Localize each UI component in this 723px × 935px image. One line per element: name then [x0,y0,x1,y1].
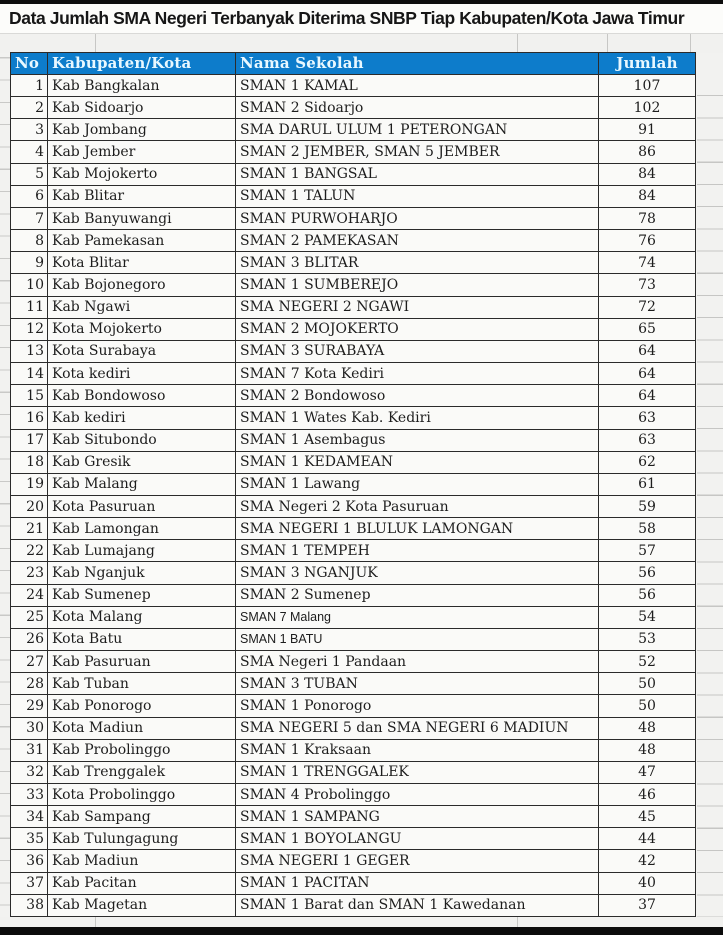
cell-jumlah: 62 [599,451,696,473]
table-row [11,97,696,119]
table-row [11,407,696,429]
cell-kabupaten: Kab Pamekasan [48,230,236,252]
cell-jumlah: 56 [599,562,696,584]
cell-no: 22 [11,540,48,562]
table-row [11,651,696,673]
cell-jumlah: 72 [599,296,696,318]
cell-jumlah: 42 [599,850,696,872]
cell-no: 17 [11,429,48,451]
cell-no: 28 [11,673,48,695]
cell-no: 16 [11,407,48,429]
cell-kabupaten: Kab Gresik [48,451,236,473]
table-row [11,606,696,628]
cell-no: 7 [11,207,48,229]
cell-sekolah: SMAN 1 SUMBEREJO [236,274,599,296]
cell-no: 8 [11,230,48,252]
table-row [11,274,696,296]
cell-jumlah: 64 [599,340,696,362]
cell-no: 6 [11,185,48,207]
table-row [11,451,696,473]
column-header-jumlah: Jumlah [599,53,696,75]
table-row [11,872,696,894]
cell-jumlah: 48 [599,717,696,739]
cell-jumlah: 57 [599,540,696,562]
cell-sekolah: SMAN 2 PAMEKASAN [236,230,599,252]
cell-no: 11 [11,296,48,318]
table-row [11,673,696,695]
data-table [10,52,696,917]
cell-sekolah: SMAN 3 SURABAYA [236,340,599,362]
cell-no: 4 [11,141,48,163]
table-header-row [11,53,696,75]
table-row [11,75,696,97]
gridline-vertical [517,917,518,927]
table-row [11,363,696,385]
cell-no: 15 [11,385,48,407]
gridline-vertical [95,917,96,927]
cell-no: 20 [11,495,48,517]
cell-jumlah: 61 [599,473,696,495]
table-row [11,141,696,163]
cell-kabupaten: Kab Magetan [48,894,236,916]
bottom-black-bar [0,927,723,935]
cell-jumlah: 47 [599,761,696,783]
cell-jumlah: 50 [599,673,696,695]
cell-kabupaten: Kab Bojonegoro [48,274,236,296]
cell-no: 13 [11,340,48,362]
table-row [11,385,696,407]
cell-kabupaten: Kab Ponorogo [48,695,236,717]
cell-kabupaten: Kab Sidoarjo [48,97,236,119]
cell-no: 24 [11,584,48,606]
cell-sekolah: SMAN 1 BOYOLANGU [236,828,599,850]
cell-kabupaten: Kab Pacitan [48,872,236,894]
cell-jumlah: 48 [599,739,696,761]
cell-jumlah: 74 [599,252,696,274]
table-row [11,163,696,185]
cell-no: 33 [11,784,48,806]
cell-jumlah: 65 [599,318,696,340]
column-header-no: No [11,53,48,75]
cell-kabupaten: Kab Bangkalan [48,75,236,97]
cell-no: 1 [11,75,48,97]
cell-kabupaten: Kota Batu [48,628,236,650]
table-row [11,473,696,495]
cell-kabupaten: Kab Madiun [48,850,236,872]
cell-no: 35 [11,828,48,850]
table-row [11,340,696,362]
cell-sekolah: SMAN 2 MOJOKERTO [236,318,599,340]
cell-kabupaten: Kab kediri [48,407,236,429]
cell-sekolah: SMAN 7 Malang [236,606,599,628]
cell-jumlah: 59 [599,495,696,517]
cell-sekolah: SMAN 1 Barat dan SMAN 1 Kawedanan [236,894,599,916]
table-row [11,207,696,229]
cell-jumlah: 86 [599,141,696,163]
cell-sekolah: SMAN 1 KEDAMEAN [236,451,599,473]
cell-sekolah: SMA NEGERI 5 dan SMA NEGERI 6 MADIUN [236,717,599,739]
cell-sekolah: SMAN 1 PACITAN [236,872,599,894]
cell-sekolah: SMAN 3 NGANJUK [236,562,599,584]
cell-sekolah: SMAN 7 Kota Kediri [236,363,599,385]
cell-kabupaten: Kota Pasuruan [48,495,236,517]
table-row [11,717,696,739]
cell-jumlah: 102 [599,97,696,119]
cell-no: 9 [11,252,48,274]
cell-kabupaten: Kab Mojokerto [48,163,236,185]
cell-jumlah: 63 [599,407,696,429]
cell-jumlah: 84 [599,163,696,185]
cell-no: 2 [11,97,48,119]
left-gridline-margin [0,36,10,927]
cell-kabupaten: Kab Sampang [48,806,236,828]
cell-sekolah: SMAN 1 Ponorogo [236,695,599,717]
cell-no: 25 [11,606,48,628]
cell-sekolah: SMAN 1 TRENGGALEK [236,761,599,783]
cell-kabupaten: Kab Jombang [48,119,236,141]
cell-jumlah: 46 [599,784,696,806]
cell-sekolah: SMAN 2 Sumenep [236,584,599,606]
cell-sekolah: SMAN 1 BANGSAL [236,163,599,185]
cell-jumlah: 64 [599,385,696,407]
cell-jumlah: 58 [599,518,696,540]
cell-sekolah: SMAN 2 Bondowoso [236,385,599,407]
table-row [11,518,696,540]
gridline-vertical [690,34,691,53]
table-row [11,739,696,761]
cell-no: 27 [11,651,48,673]
cell-kabupaten: Kab Nganjuk [48,562,236,584]
table-row [11,562,696,584]
cell-kabupaten: Kab Tulungagung [48,828,236,850]
cell-no: 12 [11,318,48,340]
table-row [11,185,696,207]
below-table-strip [0,917,723,927]
cell-sekolah: SMAN 1 BATU [236,628,599,650]
cell-jumlah: 56 [599,584,696,606]
cell-jumlah: 107 [599,75,696,97]
cell-sekolah: SMAN 1 TALUN [236,185,599,207]
table-row [11,429,696,451]
cell-jumlah: 44 [599,828,696,850]
cell-jumlah: 91 [599,119,696,141]
cell-sekolah: SMAN 2 JEMBER, SMAN 5 JEMBER [236,141,599,163]
cell-no: 37 [11,872,48,894]
cell-jumlah: 45 [599,806,696,828]
cell-jumlah: 63 [599,429,696,451]
cell-kabupaten: Kota Surabaya [48,340,236,362]
cell-jumlah: 50 [599,695,696,717]
cell-sekolah: SMA DARUL ULUM 1 PETERONGAN [236,119,599,141]
table-row [11,230,696,252]
gridline-vertical [607,34,608,53]
cell-sekolah: SMAN 1 Kraksaan [236,739,599,761]
cell-sekolah: SMAN 1 TEMPEH [236,540,599,562]
cell-jumlah: 64 [599,363,696,385]
table-row [11,296,696,318]
cell-no: 3 [11,119,48,141]
table-row [11,628,696,650]
cell-no: 10 [11,274,48,296]
cell-jumlah: 54 [599,606,696,628]
gridline-vertical [95,34,96,53]
cell-sekolah: SMAN 1 Wates Kab. Kediri [236,407,599,429]
right-gridline-margin [697,74,723,917]
cell-no: 34 [11,806,48,828]
cell-sekolah: SMAN 3 BLITAR [236,252,599,274]
cell-kabupaten: Kab Pasuruan [48,651,236,673]
column-header-sekolah: Nama Sekolah [236,53,599,75]
cell-kabupaten: Kab Ngawi [48,296,236,318]
gridline-vertical [517,34,518,53]
table-row [11,784,696,806]
table-row [11,495,696,517]
cell-sekolah: SMAN 1 Lawang [236,473,599,495]
cell-kabupaten: Kab Lamongan [48,518,236,540]
cell-no: 32 [11,761,48,783]
cell-no: 36 [11,850,48,872]
cell-jumlah: 37 [599,894,696,916]
cell-kabupaten: Kab Sumenep [48,584,236,606]
cell-jumlah: 78 [599,207,696,229]
cell-jumlah: 52 [599,651,696,673]
cell-kabupaten: Kab Bondowoso [48,385,236,407]
cell-kabupaten: Kab Malang [48,473,236,495]
cell-no: 30 [11,717,48,739]
cell-sekolah: SMAN 1 Asembagus [236,429,599,451]
cell-no: 31 [11,739,48,761]
cell-sekolah: SMAN 3 TUBAN [236,673,599,695]
cell-kabupaten: Kab Situbondo [48,429,236,451]
cell-jumlah: 40 [599,872,696,894]
cell-no: 38 [11,894,48,916]
cell-jumlah: 53 [599,628,696,650]
cell-sekolah: SMAN 2 Sidoarjo [236,97,599,119]
cell-kabupaten: Kab Blitar [48,185,236,207]
table-row [11,318,696,340]
table-row [11,584,696,606]
spacer-row [0,33,723,53]
table-row [11,828,696,850]
cell-kabupaten: Kab Trenggalek [48,761,236,783]
table-row [11,761,696,783]
cell-no: 5 [11,163,48,185]
title-row [0,4,723,33]
cell-kabupaten: Kab Lumajang [48,540,236,562]
cell-kabupaten: Kab Tuban [48,673,236,695]
cell-no: 14 [11,363,48,385]
cell-no: 26 [11,628,48,650]
table-row [11,695,696,717]
table-row [11,252,696,274]
table-row [11,119,696,141]
cell-kabupaten: Kab Jember [48,141,236,163]
cell-no: 23 [11,562,48,584]
cell-no: 18 [11,451,48,473]
cell-sekolah: SMA NEGERI 2 NGAWI [236,296,599,318]
cell-jumlah: 76 [599,230,696,252]
table-row [11,806,696,828]
cell-sekolah: SMA Negeri 2 Kota Pasuruan [236,495,599,517]
cell-sekolah: SMAN 1 SAMPANG [236,806,599,828]
cell-sekolah: SMAN 4 Probolinggo [236,784,599,806]
cell-no: 21 [11,518,48,540]
cell-sekolah: SMA NEGERI 1 BLULUK LAMONGAN [236,518,599,540]
table-row [11,850,696,872]
cell-kabupaten: Kota Probolinggo [48,784,236,806]
cell-jumlah: 73 [599,274,696,296]
cell-kabupaten: Kab Probolinggo [48,739,236,761]
cell-sekolah: SMA Negeri 1 Pandaan [236,651,599,673]
cell-kabupaten: Kota Blitar [48,252,236,274]
cell-sekolah: SMA NEGERI 1 GEGER [236,850,599,872]
cell-sekolah: SMAN 1 KAMAL [236,75,599,97]
cell-kabupaten: Kab Banyuwangi [48,207,236,229]
cell-no: 19 [11,473,48,495]
cell-kabupaten: Kota Madiun [48,717,236,739]
column-header-kabupaten: Kabupaten/Kota [48,53,236,75]
cell-jumlah: 84 [599,185,696,207]
cell-no: 29 [11,695,48,717]
cell-kabupaten: Kota Malang [48,606,236,628]
cell-kabupaten: Kota Mojokerto [48,318,236,340]
table-row [11,894,696,916]
cell-sekolah: SMAN PURWOHARJO [236,207,599,229]
cell-kabupaten: Kota kediri [48,363,236,385]
page-title: Data Jumlah SMA Negeri Terbanyak Diterima SNBP Tiap Kabupaten/Kota Jawa Timur [9,8,685,28]
table-row [11,540,696,562]
